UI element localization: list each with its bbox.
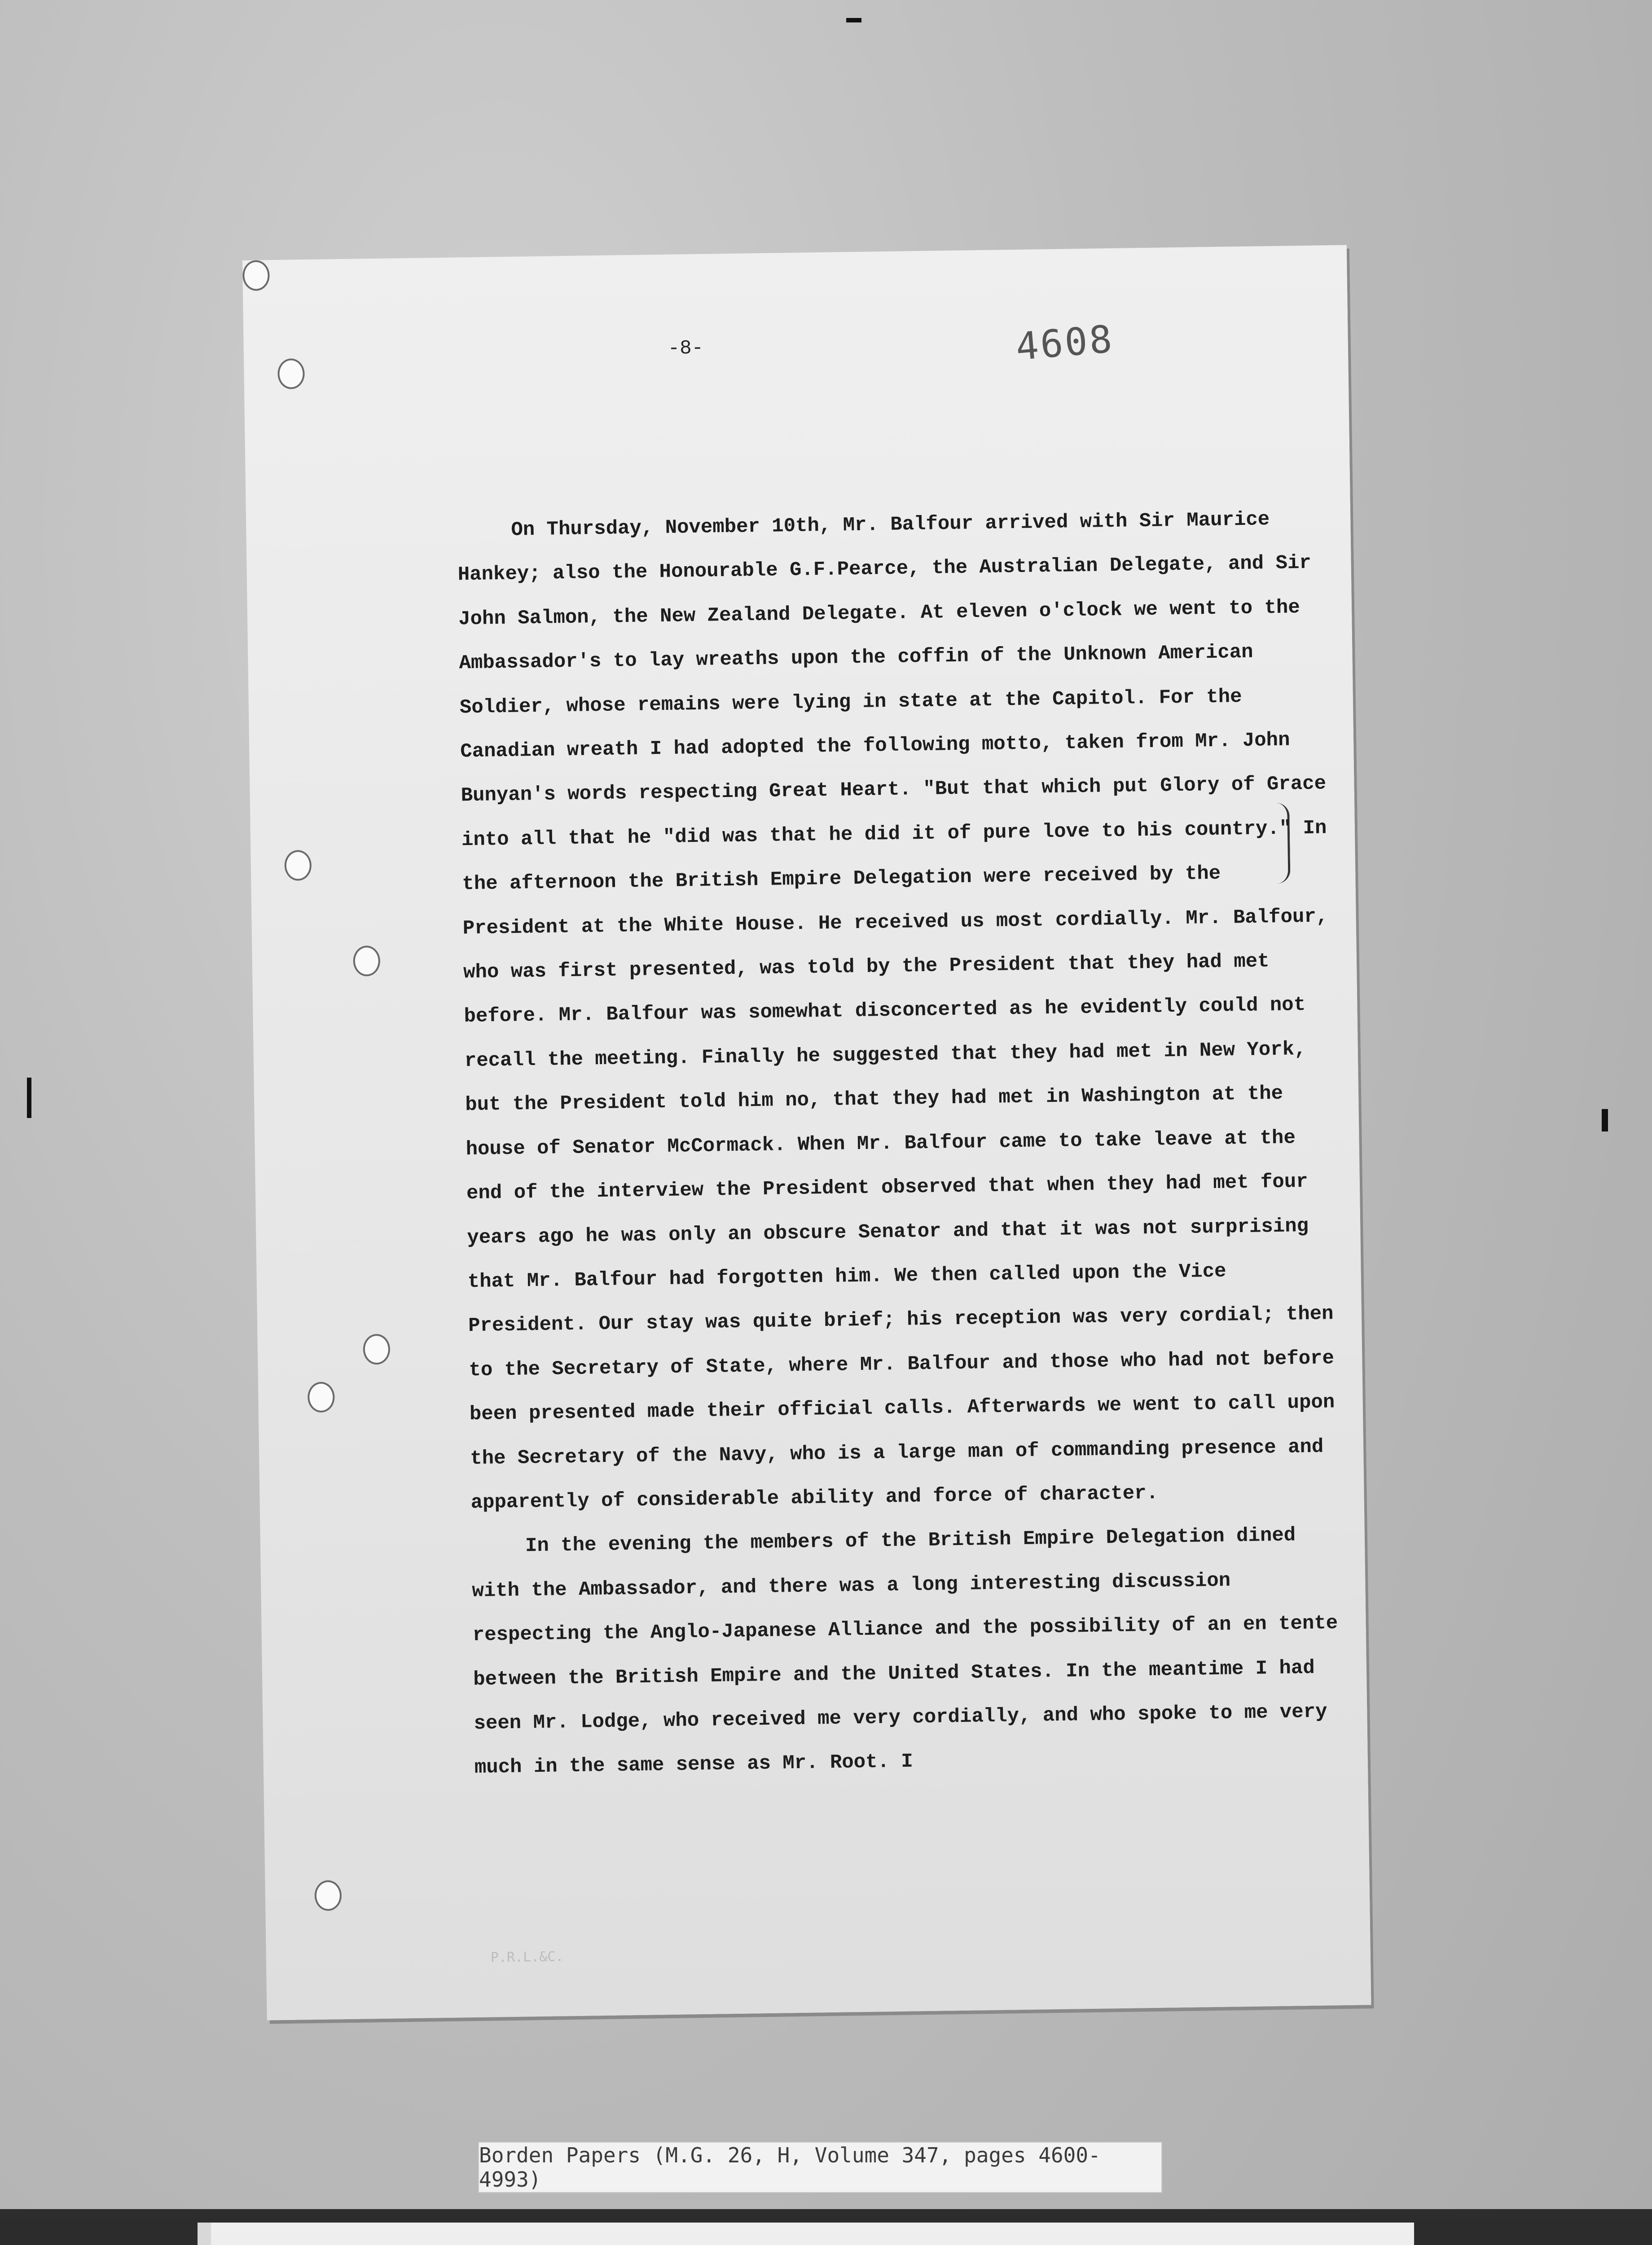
film-edge-mark xyxy=(1602,1109,1608,1131)
film-edge-mark xyxy=(27,1078,31,1118)
page-number: -8- xyxy=(668,337,704,360)
document-body xyxy=(457,497,1346,1790)
punch-hole xyxy=(353,946,380,977)
citation-label: Borden Papers (M.G. 26, H, Volume 347, pages 4600-4993) xyxy=(478,2142,1162,2193)
faint-stamp: P.R.L.&C. xyxy=(490,1949,564,1966)
paragraph: On Thursday, November 10th, Mr. Balfour arrived with Sir Maurice Hankey; also the Honourable G.F.Pearce, the Australian Delegate, and Sir John Salmon, the New Zealand Delegate. At eleven o'clock we went to the Ambassador's to lay wreaths upon the coffin of the Unknown American Soldier, whose remains were lying in state at the Capitol. For the Canadian wreath I had adopted the following motto, taken from Mr. John Bunyan's words respecting Great Heart. "But that which put Glory of Grace into all that he "did was that he did it of pure love to his country." In the afternoon the British Empire Delegation were received by the President at the White House. He received us most cordially. Mr. Balfour, who was first presented, was told by the President that they had met before. Mr. Balfour was somewhat disconcerted as he evidently could not recall the meeting. Finally he suggested that they had met in New York, but the President told him no, that they had met in Washington at the house of Senator McCormack. When Mr. Balfour came to take leave at the end of the interview the President observed that when they had met four years ago he was only an obscure Senator and that it was not surprising that Mr. Balfour had forgotten him. We then called upon the Vice President. Our stay was quite brief; his reception was very cordial; then to the Secretary of State, where Mr. Balfour and those who had not before been presented made their official calls. Afterwards we went to call upon the Secretary of the Navy, who is a large man of commanding presence and apparently of considerable ability and force of character. xyxy=(457,508,1335,1514)
punch-hole xyxy=(363,1334,390,1365)
punch-hole xyxy=(284,850,312,881)
typed-page xyxy=(242,245,1371,2020)
film-edge-mark xyxy=(846,18,861,22)
archives-card xyxy=(198,2223,1414,2245)
punch-hole xyxy=(277,358,305,389)
paragraph: In the evening the members of the British Empire Delegation dined with the Ambassador, and there was a long interesting discussion respecting the Anglo-Japanese Alliance and the possibility of an en tente between the British Empire and the United States. In the meantime I had seen Mr. Lodge, who received me very cordially, and who spoke to me very much in the same sense as Mr. Root. I xyxy=(472,1524,1338,1779)
punch-hole xyxy=(314,1880,342,1911)
punch-hole xyxy=(242,260,270,291)
punch-hole xyxy=(308,1382,335,1413)
folio-number: 4608 xyxy=(1014,317,1116,369)
